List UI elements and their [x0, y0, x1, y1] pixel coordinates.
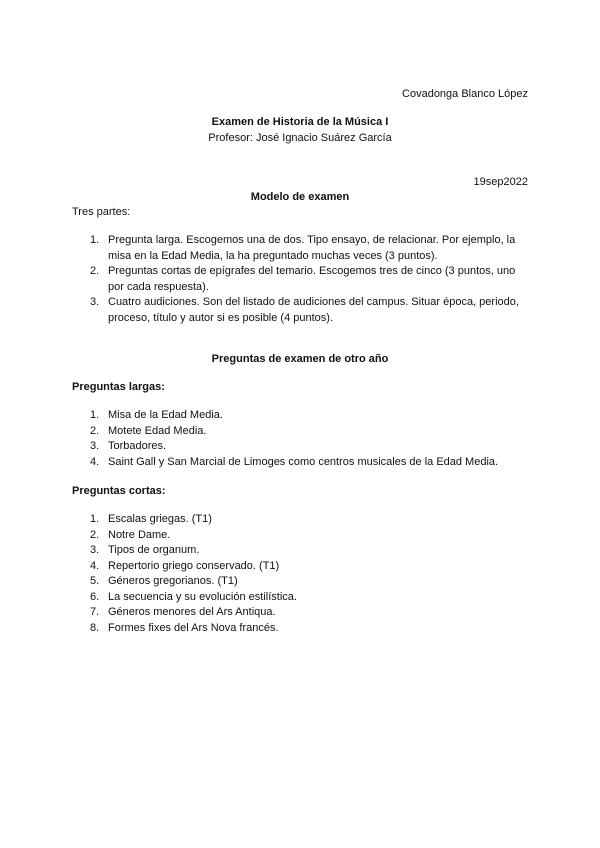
list-number: 1. [90, 409, 100, 421]
list-item [72, 424, 527, 440]
exam-parts-list [72, 233, 527, 326]
long-questions-list [72, 408, 527, 470]
list-item [72, 574, 527, 590]
list-number: 7. [90, 606, 100, 618]
list-item [72, 590, 527, 606]
exam-title: Examen de Historia de la Música I [211, 116, 389, 128]
question-text: Misa de la Edad Media. [108, 409, 223, 421]
list-item [72, 295, 527, 326]
question-text: Escalas griegas. (T1) [108, 513, 212, 525]
list-item [72, 455, 527, 471]
list-number: 4. [90, 455, 100, 468]
list-number: 2. [90, 424, 100, 437]
list-number: 6. [90, 590, 100, 603]
question-text: Tipos de organum. [108, 544, 200, 556]
question-text: Motete Edad Media. [108, 424, 207, 437]
other-year-heading: Preguntas de examen de otro año [211, 353, 389, 365]
exam-date: 19sep2022 [473, 176, 528, 188]
short-questions-heading: Preguntas cortas: [72, 485, 166, 497]
list-number: 3. [90, 296, 100, 308]
professor-line: Profesor: José Ignacio Suárez García [208, 132, 392, 144]
list-item [72, 233, 527, 264]
question-text: Géneros menores del Ars Antiqua. [108, 606, 276, 618]
list-number: 1. [90, 513, 100, 525]
list-number: 1. [90, 234, 100, 246]
list-number: 3. [90, 440, 100, 452]
list-number: 2. [90, 528, 100, 541]
list-item [72, 264, 527, 295]
list-item [72, 512, 527, 528]
model-heading: Modelo de examen [250, 191, 350, 203]
long-questions-heading: Preguntas largas: [72, 381, 165, 393]
author-name: Covadonga Blanco López [402, 88, 528, 100]
list-item [72, 439, 527, 455]
intro-text: Tres partes: [72, 206, 131, 218]
list-item [72, 605, 527, 621]
question-text: Formes fixes del Ars Nova francés. [108, 621, 279, 634]
list-number: 3. [90, 544, 100, 556]
part-text: Cuatro audiciones. Son del listado de audiciones del campus. Situar época, periodo, proceso, título y autor si es posible (4 puntos). [108, 296, 519, 324]
list-number: 8. [90, 621, 100, 634]
list-item [72, 559, 527, 575]
question-text: Saint Gall y San Marcial de Limoges como centros musicales de la Edad Media. [108, 455, 499, 468]
question-text: Géneros gregorianos. (T1) [108, 575, 238, 587]
question-text: Repertorio griego conservado. (T1) [108, 559, 280, 572]
part-text: Preguntas cortas de epígrafes del temario. Escogemos tres de cinco (3 puntos, uno por cada respuesta). [108, 265, 516, 293]
list-number: 5. [90, 575, 100, 587]
list-item [72, 543, 527, 559]
list-item [72, 621, 527, 637]
list-number: 2. [90, 265, 100, 277]
question-text: Notre Dame. [108, 528, 171, 541]
part-text: Pregunta larga. Escogemos una de dos. Tipo ensayo, de relacionar. Por ejemplo, la misa en la Edad Media, la ha preguntado muchas veces (3 puntos). [108, 234, 516, 262]
question-text: Torbadores. [108, 440, 167, 452]
list-item [72, 408, 527, 424]
short-questions-list [72, 512, 527, 636]
list-item [72, 528, 527, 544]
question-text: La secuencia y su evolución estilística. [108, 590, 297, 603]
list-number: 4. [90, 559, 100, 572]
